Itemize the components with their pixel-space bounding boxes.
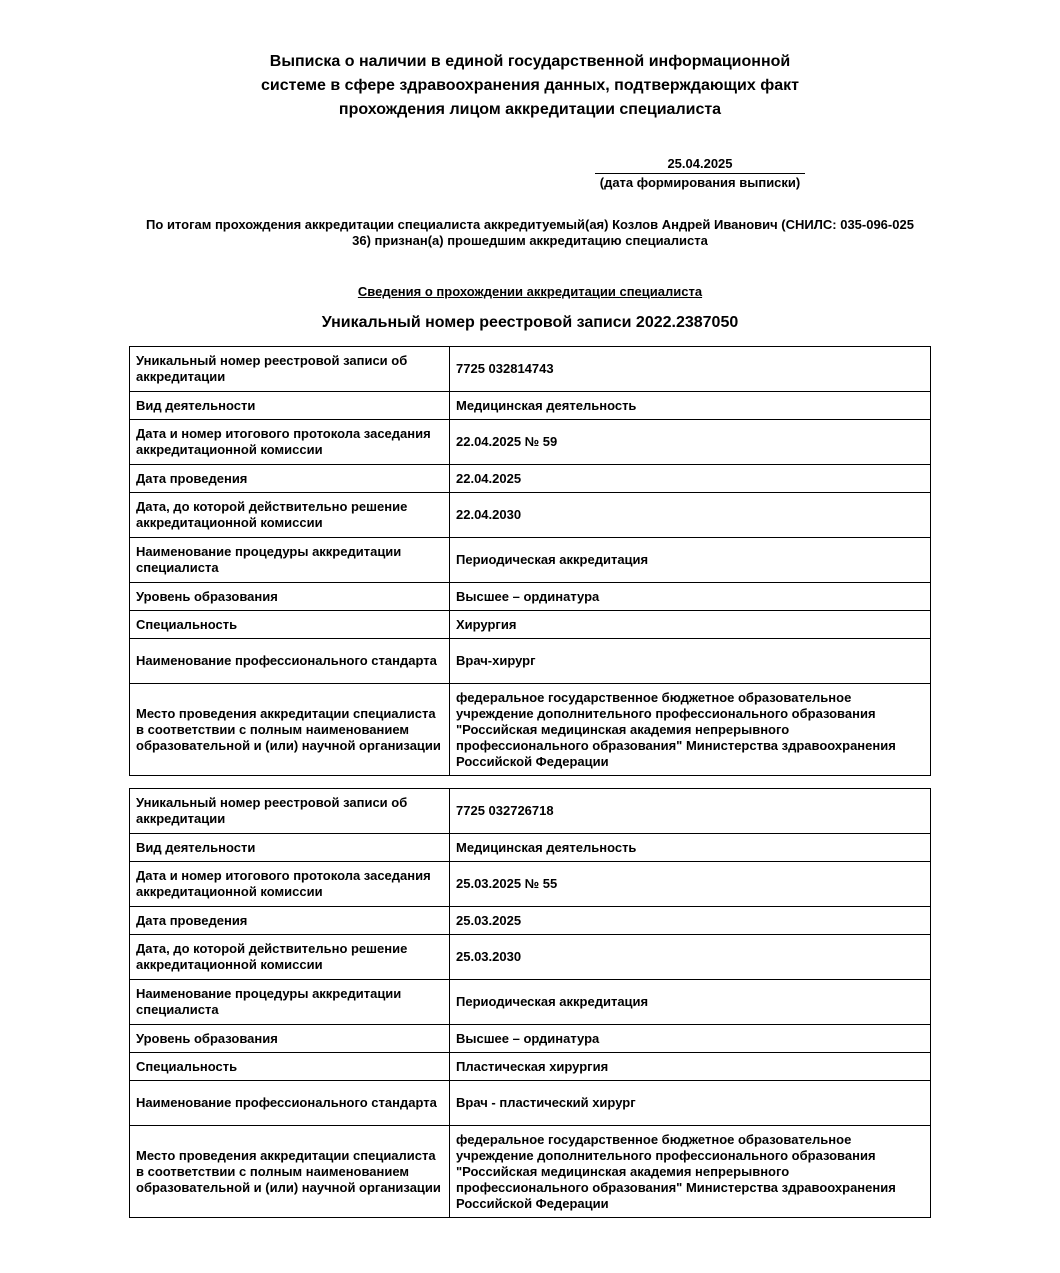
row-value: Периодическая аккредитация: [450, 980, 931, 1025]
row-value: Хирургия: [450, 611, 931, 639]
title-line: прохождения лицом аккредитации специалиста: [338, 101, 722, 118]
row-value: федеральное государственное бюджетное образовательное учреждение дополнительного профессионального образования "Российская медицинская академия непрерывного профессионального образования" Министерства здравоохранения Российской Федерации: [450, 684, 931, 776]
table-row: [130, 907, 931, 935]
row-label: Место проведения аккредитации специалиста в соответствии с полным наименованием образовательной и (или) научной организации: [130, 1126, 450, 1218]
row-value: Врач-хирург: [450, 639, 931, 684]
table-row: [130, 1025, 931, 1053]
accreditation-table-2: [129, 788, 931, 1218]
table-row: [130, 611, 931, 639]
table-row: [130, 789, 931, 834]
registry-number: Уникальный номер реестровой записи 2022.2387050: [321, 314, 739, 331]
table-row: [130, 465, 931, 493]
table-row: [130, 347, 931, 392]
document-title: [230, 50, 830, 122]
table-row: [130, 834, 931, 862]
table-row: [130, 583, 931, 611]
table-row: [130, 980, 931, 1025]
row-value: федеральное государственное бюджетное образовательное учреждение дополнительного профессионального образования "Российская медицинская академия непрерывного профессионального образования" Министерства здравоохранения Российской Федерации: [450, 1126, 931, 1218]
row-label: Наименование профессионального стандарта: [130, 639, 450, 684]
row-value: Периодическая аккредитация: [450, 538, 931, 583]
table-row: [130, 1053, 931, 1081]
row-label: Наименование профессионального стандарта: [130, 1081, 450, 1126]
row-value: Высшее – ординатура: [450, 1025, 931, 1053]
table-row: [130, 639, 931, 684]
row-label: Уровень образования: [130, 583, 450, 611]
row-value: 7725 032726718: [450, 789, 931, 834]
row-value: Медицинская деятельность: [450, 392, 931, 420]
table-row: [130, 420, 931, 465]
table-row: [130, 935, 931, 980]
row-label: Дата, до которой действительно решение аккредитационной комиссии: [130, 935, 450, 980]
row-label: Наименование процедуры аккредитации специалиста: [130, 980, 450, 1025]
row-value: 25.03.2030: [450, 935, 931, 980]
row-label: Вид деятельности: [130, 392, 450, 420]
formation-date-block: [595, 156, 805, 191]
table-row: [130, 1126, 931, 1218]
row-value: 22.04.2030: [450, 493, 931, 538]
formation-date-caption: (дата формирования выписки): [599, 175, 801, 190]
row-label: Наименование процедуры аккредитации специалиста: [130, 538, 450, 583]
intro-line: 36) признан(а) прошедшим аккредитацию специалиста: [352, 233, 708, 248]
row-label: Дата проведения: [130, 907, 450, 935]
intro-paragraph: [130, 217, 930, 249]
row-label: Место проведения аккредитации специалиста в соответствии с полным наименованием образовательной и (или) научной организации: [130, 684, 450, 776]
table-row: [130, 493, 931, 538]
row-value: Пластическая хирургия: [450, 1053, 931, 1081]
formation-date: 25.04.2025: [595, 156, 805, 174]
intro-line: По итогам прохождения аккредитации специалиста аккредитуемый(ая) Козлов Андрей Иванович (СНИЛС: 035-096-025: [146, 217, 914, 232]
table-row: [130, 862, 931, 907]
row-value: Медицинская деятельность: [450, 834, 931, 862]
row-value: 22.04.2025 № 59: [450, 420, 931, 465]
row-value: Высшее – ординатура: [450, 583, 931, 611]
row-label: Дата и номер итогового протокола заседания аккредитационной комиссии: [130, 420, 450, 465]
title-line: Выписка о наличии в единой государственной информационной: [269, 53, 791, 70]
accreditation-table-1: [129, 346, 931, 776]
row-value: 7725 032814743: [450, 347, 931, 392]
row-label: Дата, до которой действительно решение аккредитационной комиссии: [130, 493, 450, 538]
title-line: системе в сфере здравоохранения данных, подтверждающих факт: [261, 77, 799, 94]
row-value: 25.03.2025 № 55: [450, 862, 931, 907]
table-row: [130, 392, 931, 420]
row-label: Специальность: [130, 1053, 450, 1081]
table-row: [130, 684, 931, 776]
row-label: Уникальный номер реестровой записи об аккредитации: [130, 789, 450, 834]
row-label: Дата и номер итогового протокола заседания аккредитационной комиссии: [130, 862, 450, 907]
row-label: Уникальный номер реестровой записи об аккредитации: [130, 347, 450, 392]
row-value: 22.04.2025: [450, 465, 931, 493]
table-row: [130, 538, 931, 583]
row-value: 25.03.2025: [450, 907, 931, 935]
row-label: Вид деятельности: [130, 834, 450, 862]
row-label: Дата проведения: [130, 465, 450, 493]
row-value: Врач - пластический хирург: [450, 1081, 931, 1126]
row-label: Специальность: [130, 611, 450, 639]
section-heading: Сведения о прохождении аккредитации специалиста: [357, 284, 703, 299]
row-label: Уровень образования: [130, 1025, 450, 1053]
table-row: [130, 1081, 931, 1126]
